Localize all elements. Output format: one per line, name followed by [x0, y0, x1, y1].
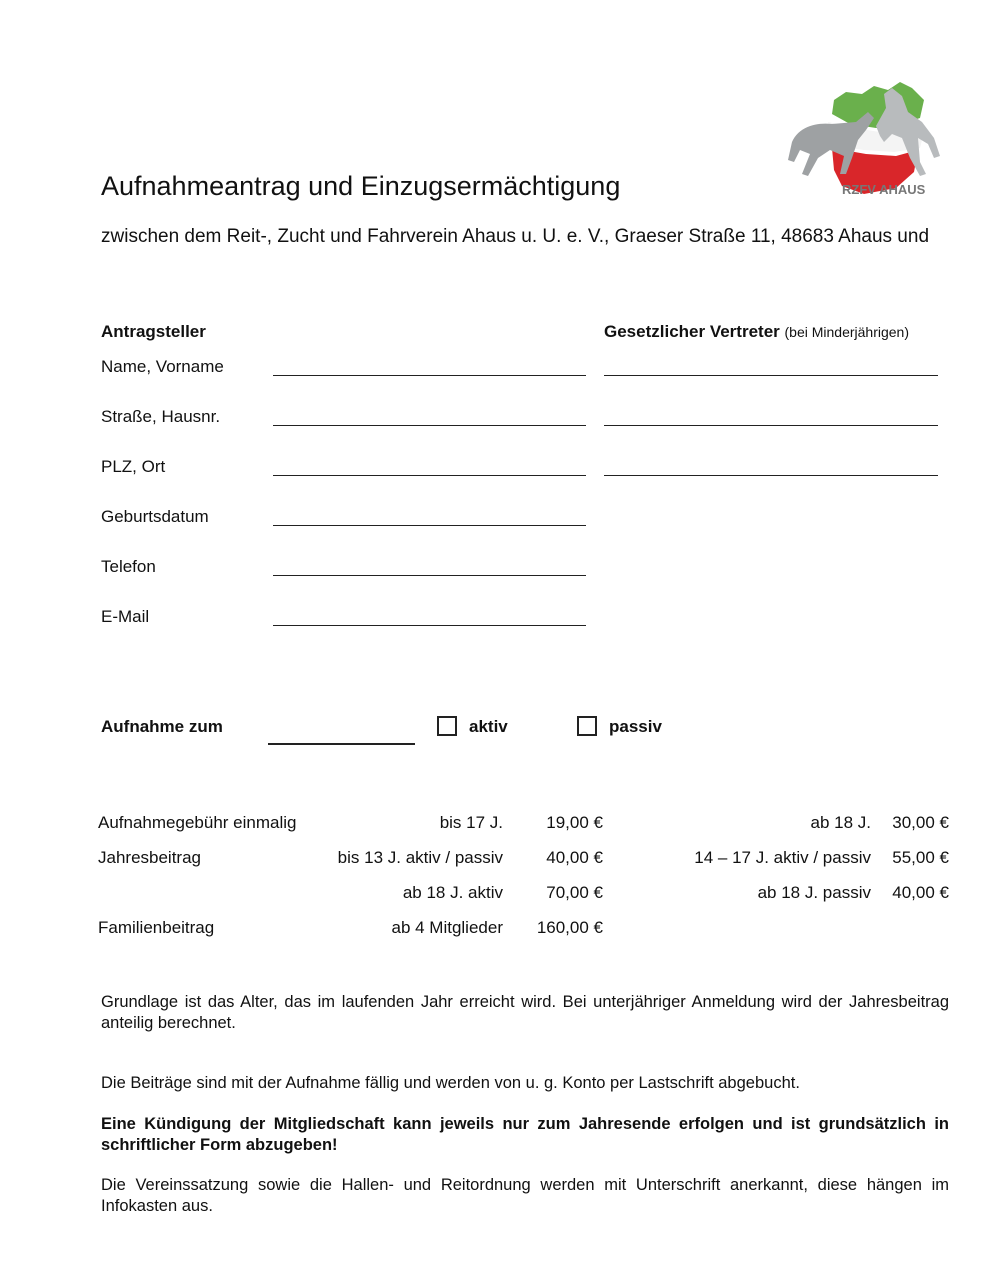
active-checkbox[interactable] — [437, 716, 457, 736]
applicant-name-line[interactable] — [273, 375, 586, 376]
fee-amount: 55,00 € — [892, 848, 949, 867]
fee-condition: bis 13 J. aktiv / passiv — [337, 848, 503, 867]
fee-condition: 14 – 17 J. aktiv / passiv — [694, 848, 871, 867]
field-label-phone: Telefon — [101, 557, 156, 576]
fee-condition: ab 18 J. — [810, 813, 871, 832]
field-label-name: Name, Vorname — [101, 357, 224, 376]
fee-amount: 40,00 € — [892, 883, 949, 902]
termination-paragraph: Eine Kündigung der Mitgliedschaft kann jeweils nur zum Jahresende erfolgen und ist grundsätzlich in schriftlicher Form abzugeben! — [101, 1115, 949, 1154]
intro-text: zwischen dem Reit-, Zucht und Fahrverein Ahaus u. U. e. V., Graeser Straße 11, 48683 Ahaus und — [101, 226, 930, 247]
statutes-paragraph: Die Vereinssatzung sowie die Hallen- und Reitordnung werden mit Unterschrift anerkannt, diese hängen im Infokasten aus. — [101, 1176, 949, 1215]
active-label: aktiv — [469, 717, 508, 736]
field-label-street: Straße, Hausnr. — [101, 407, 221, 426]
applicant-street-line[interactable] — [273, 425, 586, 426]
membership-label: Aufnahme zum — [101, 717, 223, 736]
payment-paragraph: Die Beiträge sind mit der Aufnahme fällig und werden von u. g. Konto per Lastschrift abgebucht. — [101, 1074, 800, 1092]
applicant-email-line[interactable] — [273, 625, 586, 626]
applicant-birthdate-line[interactable] — [273, 525, 586, 526]
guardian-street-line[interactable] — [604, 425, 938, 426]
fee-label: Familienbeitrag — [98, 918, 215, 937]
membership-date-line[interactable] — [268, 743, 415, 745]
guardian-heading — [604, 322, 909, 342]
applicant-heading: Antragsteller — [101, 322, 206, 341]
page-title: Aufnahmeantrag und Einzugsermächtigung — [101, 171, 621, 201]
fee-amount: 160,00 € — [536, 918, 603, 937]
passive-checkbox[interactable] — [577, 716, 597, 736]
fee-amount: 30,00 € — [892, 813, 949, 832]
fee-label: Jahresbeitrag — [98, 848, 202, 867]
fee-label: Aufnahmegebühr einmalig — [98, 813, 297, 832]
passive-label: passiv — [609, 717, 662, 736]
fee-condition: bis 17 J. — [439, 813, 503, 832]
club-logo — [784, 78, 944, 202]
logo-text: RZFV AHAUS — [842, 182, 926, 197]
guardian-heading-note: (bei Minderjährigen) — [784, 324, 910, 340]
fee-condition: ab 4 Mitglieder — [391, 918, 503, 937]
guardian-name-line[interactable] — [604, 375, 938, 376]
guardian-zip-city-line[interactable] — [604, 475, 938, 476]
fee-amount: 40,00 € — [546, 848, 603, 867]
fee-amount: 70,00 € — [546, 883, 603, 902]
fee-amount: 19,00 € — [546, 813, 603, 832]
fee-condition: ab 18 J. aktiv — [402, 883, 503, 902]
fee-condition: ab 18 J. passiv — [757, 883, 871, 902]
guardian-heading-label: Gesetzlicher Vertreter — [604, 322, 780, 341]
field-label-birthdate: Geburtsdatum — [101, 507, 209, 526]
applicant-zip-city-line[interactable] — [273, 475, 586, 476]
age-basis-paragraph: Grundlage ist das Alter, das im laufenden Jahr erreicht wird. Bei unterjähriger Anmeldung wird der Jahresbeitrag anteilig berechnet. — [101, 993, 949, 1032]
applicant-phone-line[interactable] — [273, 575, 586, 576]
field-label-email: E-Mail — [101, 607, 150, 626]
field-label-zip-city: PLZ, Ort — [101, 457, 166, 476]
